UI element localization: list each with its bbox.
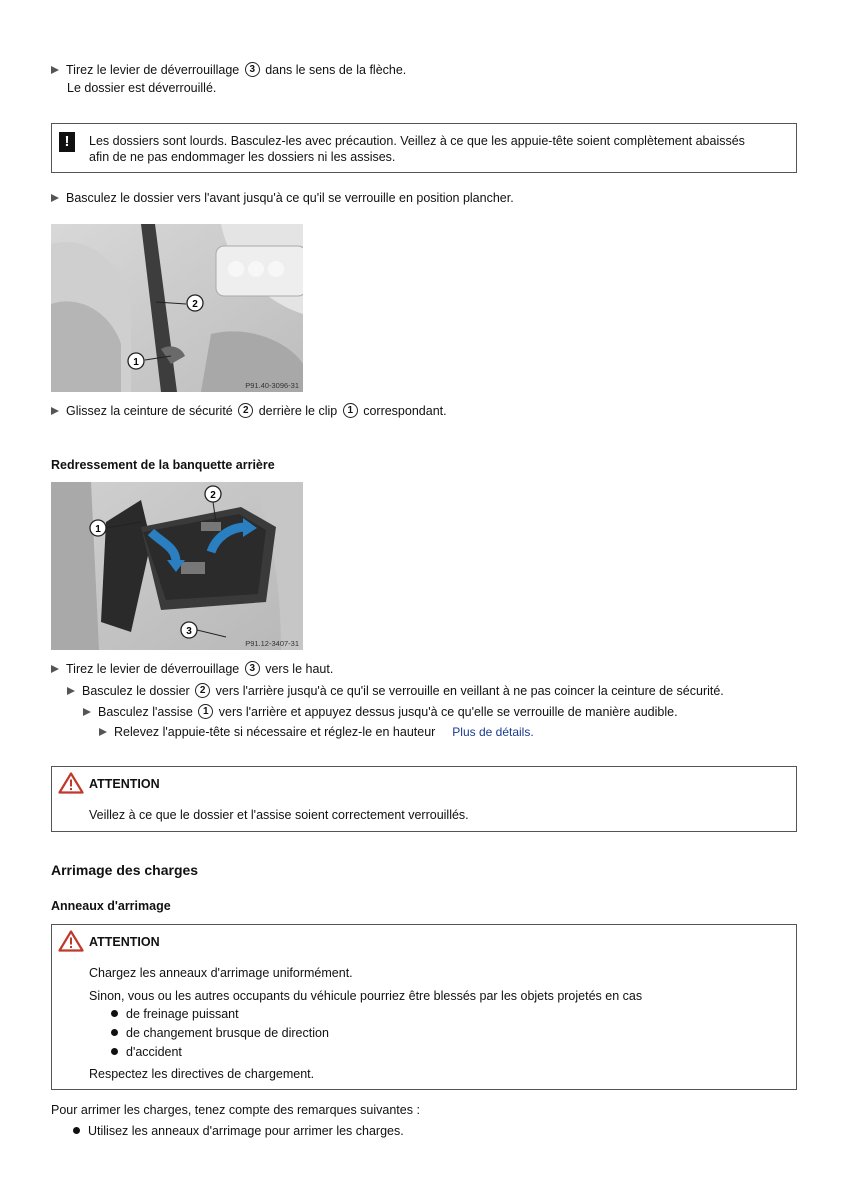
callout-2: 2 — [210, 490, 216, 501]
callout-1: 1 — [95, 524, 101, 535]
warning-triangle-icon — [58, 772, 84, 794]
step-arrow-icon — [99, 728, 107, 736]
warning-triangle-icon — [58, 930, 84, 952]
callout-number: 2 — [195, 683, 210, 698]
exclamation-icon: ! — [59, 132, 75, 152]
step-arrow-icon — [51, 407, 59, 415]
list-item: d'accident — [111, 1044, 182, 1060]
heading-tie-down-rings: Anneaux d'arrimage — [51, 899, 171, 913]
callout-2: 2 — [192, 299, 198, 310]
step-arrow-icon — [83, 708, 91, 716]
figure-rear-bench — [51, 482, 303, 650]
bullet-icon — [73, 1127, 80, 1134]
attention-paragraph-2: Sinon, vous ou les autres occupants du véhicule pourriez être blessés par les objets projetés en cas — [89, 989, 643, 1003]
substep-3: Basculez l'assise 1 vers l'arrière et appuyez dessus jusqu'à ce qu'elle se verrouille de manière audible. — [83, 704, 678, 720]
attention-paragraph-1: Chargez les anneaux d'arrimage uniformément. — [89, 966, 353, 980]
callout-number: 1 — [343, 403, 358, 418]
substep-4: Relevez l'appuie-tête si nécessaire et réglez-le en hauteur Plus de détails. — [99, 724, 534, 740]
step-unlock-lever: Tirez le levier de déverrouillage 3 dans le sens de la flèche. — [51, 62, 406, 78]
step-result: Le dossier est déverrouillé. — [67, 81, 217, 95]
details-link[interactable]: Plus de détails — [452, 725, 531, 739]
figure-seatbelt-clip — [51, 224, 303, 392]
list-item: de freinage puissant — [111, 1006, 239, 1022]
warning-text-line1: Les dossiers sont lourds. Basculez-les avec précaution. Veillez à ce que les appuie-tête soient complètement abaissés — [89, 134, 745, 148]
step-fold-backrest: Basculez le dossier vers l'avant jusqu'à ce qu'il se verrouille en position plancher. — [51, 190, 514, 206]
step-slide-belt: Glissez la ceinture de sécurité 2 derrière le clip 1 correspondant. — [51, 403, 447, 419]
substep-2: Basculez le dossier 2 vers l'arrière jusqu'à ce qu'il se verrouille en veillant à ne pas coincer la ceinture de sécurité. — [67, 683, 724, 699]
list-item: de changement brusque de direction — [111, 1025, 329, 1041]
callout-number: 3 — [245, 661, 260, 676]
warning-box — [51, 123, 797, 173]
callout-number: 3 — [245, 62, 260, 77]
bullet-icon — [111, 1048, 118, 1055]
bullet-icon — [111, 1029, 118, 1036]
figure-code: P91.40-3096-31 — [245, 381, 299, 390]
attention-box-rings — [51, 924, 797, 1090]
section-title: Redressement de la banquette arrière — [51, 458, 275, 472]
step-arrow-icon — [51, 194, 59, 202]
figure-code: P91.12-3407-31 — [245, 639, 299, 648]
attention-box — [51, 766, 797, 832]
step-arrow-icon — [51, 66, 59, 74]
attention-title: ATTENTION — [89, 935, 160, 949]
attention-text: Veillez à ce que le dossier et l'assise soient correctement verrouillés. — [89, 808, 469, 822]
footer-intro: Pour arrimer les charges, tenez compte des remarques suivantes : — [51, 1103, 420, 1117]
callout-3: 3 — [186, 626, 192, 637]
step-arrow-icon — [51, 665, 59, 673]
substep-1: Tirez le levier de déverrouillage 3 vers le haut. — [51, 661, 333, 677]
callout-number: 1 — [198, 704, 213, 719]
warning-text-line2: afin de ne pas endommager les dossiers ni les assises. — [89, 150, 396, 164]
step-arrow-icon — [67, 687, 75, 695]
heading-cargo: Arrimage des charges — [51, 862, 199, 878]
attention-paragraph-3: Respectez les directives de chargement. — [89, 1067, 315, 1081]
callout-1: 1 — [133, 357, 139, 368]
bullet-icon — [111, 1010, 118, 1017]
attention-title: ATTENTION — [89, 777, 160, 791]
list-item: Utilisez les anneaux d'arrimage pour arrimer les charges. — [73, 1123, 404, 1139]
callout-number: 2 — [238, 403, 253, 418]
